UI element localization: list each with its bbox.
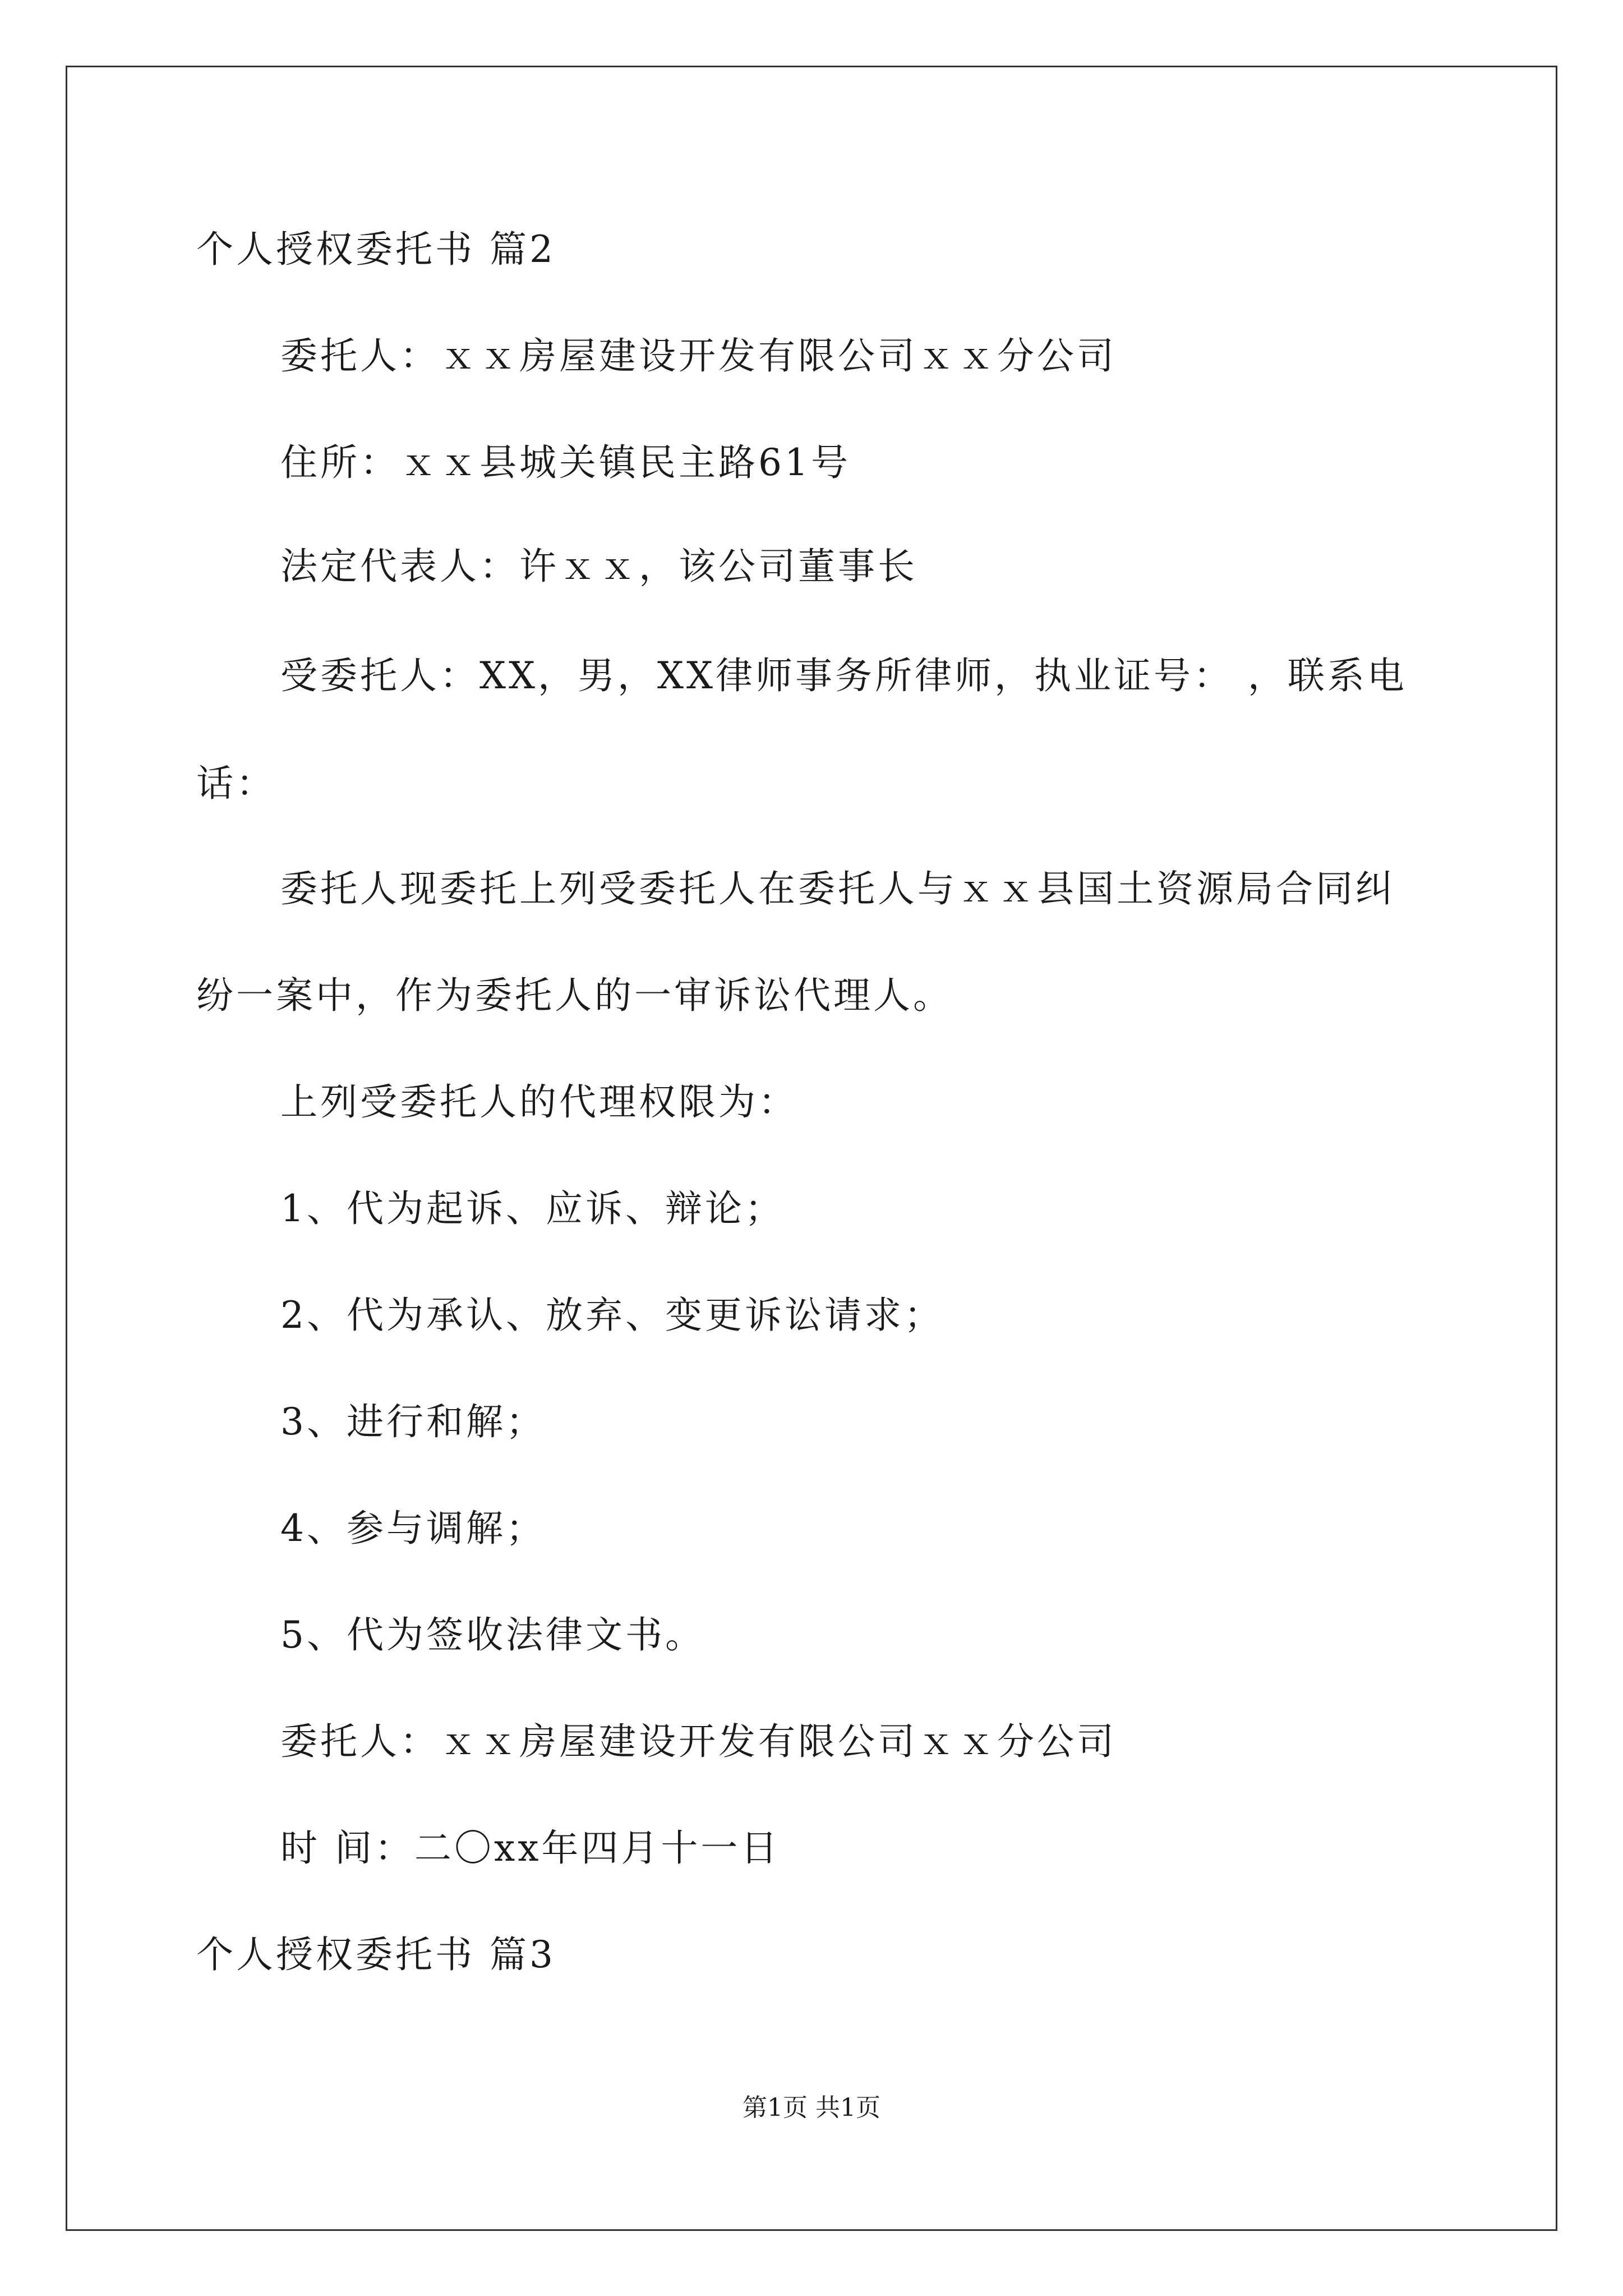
page-footer: 第1页 共1页 xyxy=(743,2093,880,2122)
scope-item: 3、进行和解； xyxy=(280,1400,546,1443)
agent-line-1: 受委托人：XX，男，XX律师事务所律师，执业证号： ，联系电 xyxy=(280,654,1407,697)
address-line: 住所：ｘｘ县城关镇民主路61号 xyxy=(280,441,851,484)
scope-intro: 上列受委托人的代理权限为： xyxy=(280,1080,798,1124)
scope-item: 4、参与调解； xyxy=(280,1507,546,1550)
section-heading-2: 个人授权委托书 篇2 xyxy=(196,228,556,271)
principal-signature-line: 委托人：ｘｘ房屋建设开发有限公司ｘｘ分公司 xyxy=(280,1720,1117,1763)
agent-line-2: 话： xyxy=(196,762,276,805)
date-line: 时 间：二〇xx年四月十一日 xyxy=(280,1826,781,1870)
principal-line: 委托人：ｘｘ房屋建设开发有限公司ｘｘ分公司 xyxy=(280,334,1117,378)
page-frame xyxy=(66,66,1557,2231)
delegation-line-1: 委托人现委托上列受委托人在委托人与ｘｘ县国土资源局合同纠 xyxy=(280,867,1395,910)
legal-representative-line: 法定代表人：许ｘｘ，该公司董事长 xyxy=(280,545,917,588)
scope-item: 5、代为签收法律文书。 xyxy=(280,1613,705,1657)
scope-item: 2、代为承认、放弃、变更诉讼请求； xyxy=(280,1294,944,1337)
section-heading-3: 个人授权委托书 篇3 xyxy=(196,1933,556,1976)
scope-item: 1、代为起诉、应诉、辩论； xyxy=(280,1187,785,1230)
delegation-line-2: 纷一案中，作为委托人的一审诉讼代理人。 xyxy=(196,974,953,1017)
